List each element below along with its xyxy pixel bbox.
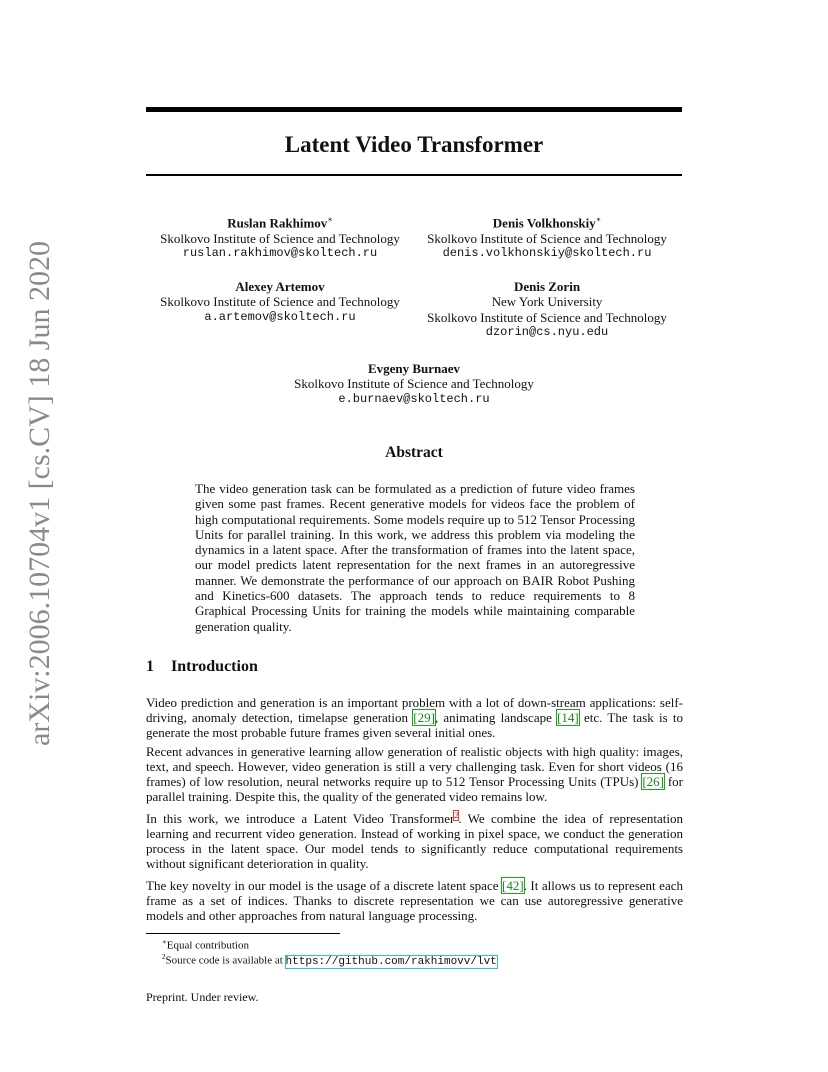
citation-link[interactable]: [26]	[642, 774, 664, 790]
text-run: for parallel training. Despite this, the quality of the generated video remains low.	[146, 774, 683, 805]
author-affiliation: Skolkovo Institute of Science and Technology	[160, 230, 400, 246]
title-bottom-rule	[146, 174, 682, 176]
author-email[interactable]: e.burnaev@skoltech.ru	[338, 391, 490, 406]
footnote-text: Source code is available at	[165, 954, 286, 967]
paragraph-2	[146, 744, 683, 804]
citation-link[interactable]: [14]	[557, 710, 579, 726]
text-run: . It allows us to represent each frame as a set of indices. Thanks to discrete representation we can use autoregressive generative models and other approaches from natural language processing.	[146, 878, 683, 924]
author-email[interactable]: a.artemov@skoltech.ru	[204, 309, 356, 324]
text-run: etc. The task is to generate the most probable future frames given several initial ones.	[146, 710, 683, 741]
title-top-rule	[146, 107, 682, 112]
author-block-3	[146, 279, 414, 325]
paragraph-3	[146, 811, 683, 871]
author-mark: ∗	[327, 215, 333, 224]
author-affiliation-2: Skolkovo Institute of Science and Technology	[427, 309, 667, 325]
author-block-4	[414, 279, 680, 340]
author-affiliation: Skolkovo Institute of Science and Technology	[294, 376, 534, 392]
section-number: 1	[146, 658, 154, 675]
author-name: Evgeny Burnaev	[367, 361, 461, 376]
section-title: Introduction	[171, 658, 258, 675]
citation-link[interactable]: [29]	[413, 710, 435, 726]
citation-link[interactable]: [42]	[502, 878, 524, 893]
author-affiliation: Skolkovo Institute of Science and Technology	[427, 230, 667, 246]
paragraph-4	[146, 878, 683, 923]
text-run: , animating landscape	[434, 710, 558, 726]
abstract-text: The video generation task can be formulated as a prediction of future video frames given some past frames. Recent generative models for videos face the problem of high computational requirements. Some models require up to 512 Tensor Processing Units for parallel training. In this work, we address this problem via modeling the dynamics in a latent space. After the transformation of frames into the latent space, our model predicts latent representation for the next frames in an autoregressive manner. We demonstrate the performance of our approach on BAIR Robot Pushing and Kinetics-600 datasets. The approach tends to reduce requirements to 8 Graphical Processing Units for training the models while maintaining comparable generation quality.	[195, 481, 635, 634]
text-run: Recent advances in generative learning allow generation of realistic objects with high quality: images, text, and speech. However, video generation is still a very challenging task. Even for short videos (16 frames) of low resolution, neural networks require up to 512 Tensor Processing Units (TPUs)	[146, 744, 683, 790]
footnote-link[interactable]: 2	[454, 810, 459, 820]
footnote-mark: ∗	[162, 938, 167, 946]
preprint-notice: Preprint. Under review.	[146, 990, 259, 1004]
author-name: Denis Zorin	[513, 279, 581, 294]
paragraph-1	[146, 695, 683, 740]
author-name: Denis Volkhonskiy	[492, 215, 596, 231]
author-affiliation: New York University	[491, 294, 603, 310]
author-affiliation: Skolkovo Institute of Science and Technology	[160, 294, 400, 310]
text-run: In this work, we introduce a Latent Video Transformer	[146, 811, 455, 826]
author-mark: ∗	[595, 215, 602, 224]
abstract-heading: Abstract	[385, 444, 443, 461]
source-code-link[interactable]: https://github.com/rakhimovv/lvt	[285, 955, 497, 968]
author-name: Alexey Artemov	[235, 279, 325, 294]
section-heading	[146, 658, 258, 676]
arxiv-stamp: arXiv:2006.10704v1 [cs.CV] 18 Jun 2020	[23, 241, 56, 746]
text-run: . We combine the idea of representation learning and recurrent video generation. Instead of working in pixel space, we conduct the generation process in the latent space. Our model tends to significantly reduce computational requirements without significant deterioration in quality.	[146, 811, 683, 872]
author-block-5	[146, 361, 682, 407]
author-block-1	[146, 212, 414, 261]
paper-title: Latent Video Transformer	[284, 132, 544, 157]
text-run: Video prediction and generation is an important problem with a lot of down-stream applications: self-driving, anomaly detection, timelapse generation	[146, 695, 683, 726]
footnote-text: Equal contribution	[166, 939, 249, 952]
footnote-rule	[146, 933, 340, 934]
author-email[interactable]: denis.volkhonskiy@skoltech.ru	[442, 245, 652, 260]
author-email[interactable]: ruslan.rakhimov@skoltech.ru	[182, 245, 378, 260]
author-name: Ruslan Rakhimov	[227, 215, 328, 231]
text-run: The key novelty in our model is the usage of a discrete latent space	[146, 878, 502, 893]
author-email[interactable]: dzorin@cs.nyu.edu	[485, 324, 609, 339]
footnote-2	[162, 950, 497, 969]
footnote-mark: 2	[162, 953, 166, 961]
author-block-2	[414, 212, 680, 261]
